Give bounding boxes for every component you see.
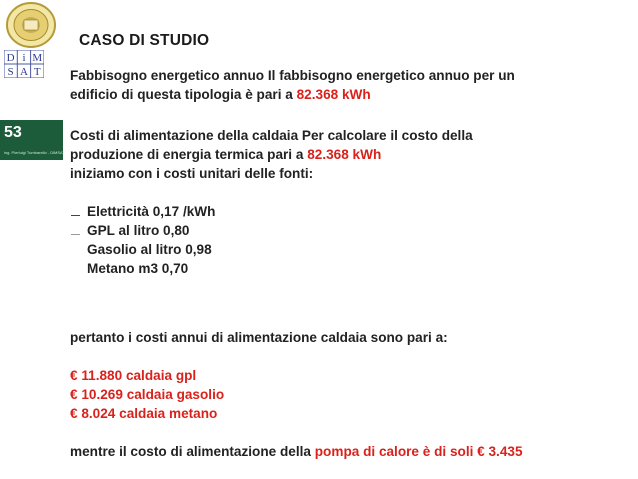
slide-number: 53 <box>4 124 22 141</box>
summary-cost-gpl: € 11.880 caldaia gpl <box>70 368 197 383</box>
dash-bullet-icon <box>71 215 80 216</box>
intro-line-2-text: edificio di questa tipologia è pari a <box>70 87 297 102</box>
logo-letter-i: i <box>22 52 26 64</box>
sidebar <box>0 0 63 479</box>
summary-final-highlight: pompa di calore è di soli € 3.435 <box>314 444 523 459</box>
slide-footer-note: ing. Pierluigi Tumbarello - DiMSAT <box>4 150 65 155</box>
summary-intro: pertanto i costi annui di alimentazione caldaia sono pari a: <box>70 330 448 345</box>
intro-energy-value: 82.368 kWh <box>296 87 371 102</box>
slide-number-box <box>0 120 63 160</box>
source-gpl: GPL al litro 0,80 <box>87 223 190 238</box>
list-item <box>87 240 630 259</box>
costs-line-3: iniziamo con i costi unitari delle fonti: <box>70 166 314 181</box>
costs-line-1: Costi di alimentazione della caldaia Per calcolare il costo della <box>70 128 473 143</box>
costs-line-2-text: produzione di energia termica pari a <box>70 147 308 162</box>
source-electricity: Elettricità 0,17 /kWh <box>87 204 216 219</box>
logo-letter-s: S <box>7 66 14 78</box>
costs-line-2 <box>70 145 630 164</box>
slide-title: CASO DI STUDIO <box>79 32 210 49</box>
source-metano: Metano m3 0,70 <box>87 261 189 276</box>
logo-letter-d: D <box>6 52 15 64</box>
list-item <box>87 259 630 278</box>
slide-content <box>70 66 630 461</box>
dimsat-logo <box>4 50 44 78</box>
dash-bullet-icon <box>71 234 80 235</box>
sources-list <box>70 202 630 278</box>
source-gasolio: Gasolio al litro 0,98 <box>87 242 212 257</box>
intro-line-1: Fabbisogno energetico annuo Il fabbisogno energetico annuo per un <box>70 68 515 83</box>
costs-energy-value: 82.368 kWh <box>307 147 382 162</box>
logo-letter-a: A <box>20 66 28 78</box>
summary-final <box>70 442 630 461</box>
list-item <box>87 202 630 221</box>
intro-line-2 <box>70 85 630 104</box>
summary-final-text: mentre il costo di alimentazione della <box>70 444 315 459</box>
list-item <box>87 221 630 240</box>
logo-letter-m: M <box>32 52 43 64</box>
summary-cost-metano: € 8.024 caldaia metano <box>70 406 218 421</box>
university-seal-logo <box>4 1 58 49</box>
summary-cost-gasolio: € 10.269 caldaia gasolio <box>70 387 225 402</box>
logo-letter-t: T <box>33 66 41 78</box>
